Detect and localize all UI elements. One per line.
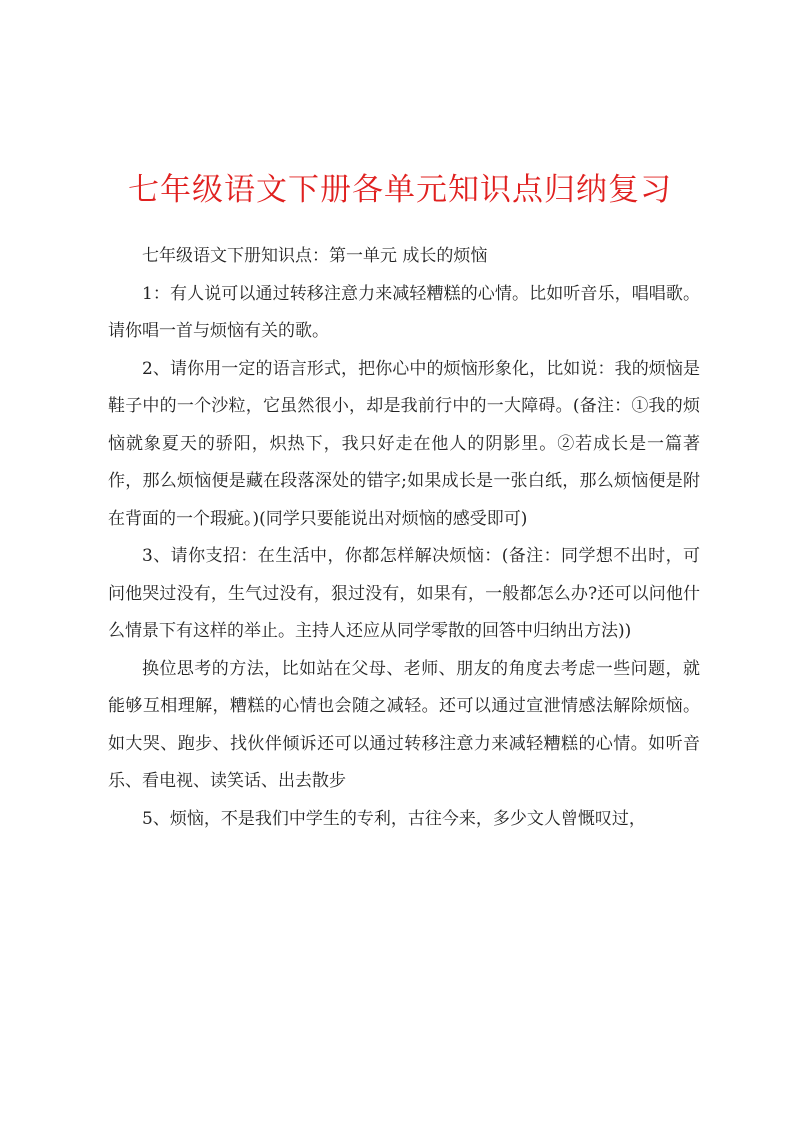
paragraph-item-2: 2、请你用一定的语言形式，把你心中的烦恼形象化，比如说：我的烦恼是鞋子中的一个沙粒，它虽然很小，却是我前行中的一大障碍。(备注：①我的烦恼就象夏天的骄阳，炽热下，我只好走在他人的阴影里。②若成长是一篇著作，那么烦恼便是藏在段落深处的错字;如果成长是一张白纸，那么烦恼便是附在背面的一个瑕疵。)(同学只要能说出对烦恼的感受即可) [108, 358, 700, 529]
document-title: 七年级语文下册各单元知识点归纳复习 [128, 172, 672, 208]
document-body [108, 238, 700, 838]
paragraph-item-1: 1：有人说可以通过转移注意力来减轻糟糕的心情。比如听音乐，唱唱歌。请你唱一首与烦恼有关的歌。 [108, 283, 700, 341]
paragraph-perspective: 换位思考的方法，比如站在父母、老师、朋友的角度去考虑一些问题，就能够互相理解，糟糕的心情也会随之减轻。还可以通过宣泄情感法解除烦恼。如大哭、跑步、找伙伴倾诉还可以通过转移注意力来减轻糟糕的心情。如听音乐、看电视、读笑话、出去散步 [108, 658, 700, 791]
paragraph-item-3: 3、请你支招：在生活中，你都怎样解决烦恼：(备注：同学想不出时，可问他哭过没有，生气过没有，狠过没有，如果有，一般都怎么办?还可以问他什么情景下有这样的举止。主持人还应从同学零散的回答中归纳出方法)) [108, 546, 700, 641]
paragraph-item-5: 5、烦恼，不是我们中学生的专利，古往今来，多少文人曾慨叹过， [142, 808, 646, 829]
paragraph-unit-heading: 七年级语文下册知识点：第一单元 成长的烦恼 [142, 246, 488, 266]
